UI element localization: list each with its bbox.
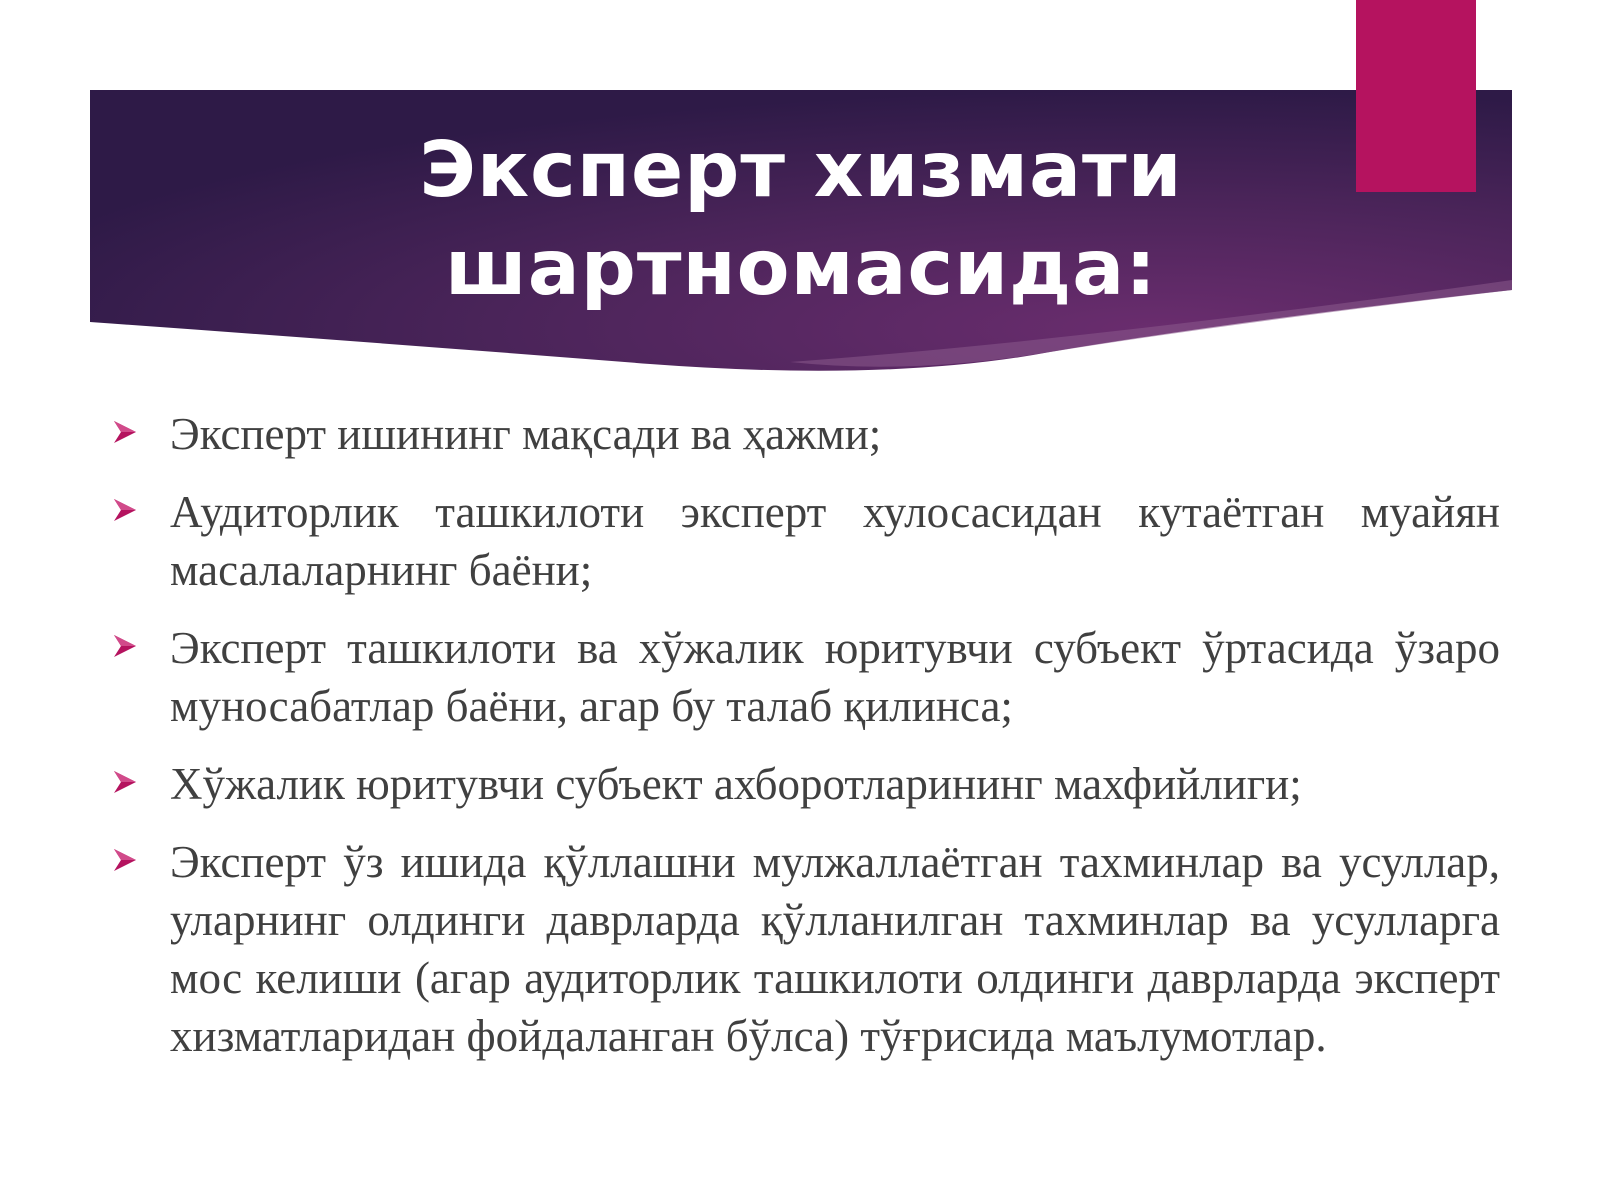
- list-item-text: Эксперт ташкилоти ва хўжалик юритувчи субъект ўртасида ўзаро муносабатлар баёни, агар бу талаб қилинса;: [170, 623, 1500, 731]
- list-item: [112, 619, 1500, 735]
- list-item: [112, 755, 1500, 813]
- slide-title: [90, 122, 1512, 318]
- list-item: [112, 833, 1500, 1065]
- list-item: [112, 483, 1500, 599]
- arrowhead-bullet-icon: [112, 633, 138, 659]
- bullet-list: [112, 405, 1500, 1085]
- arrowhead-bullet-icon: [112, 769, 138, 795]
- arrowhead-bullet-icon: [112, 497, 138, 523]
- list-item-text: Хўжалик юритувчи субъект ахборотларининг махфийлиги;: [170, 759, 1302, 809]
- list-item: [112, 405, 1500, 463]
- slide-title-line-1: Эксперт хизмати: [419, 126, 1183, 215]
- list-item-text: Аудиторлик ташкилоти эксперт хулосасидан кутаётган муайян масалаларнинг баёни;: [170, 487, 1500, 595]
- list-item-text: Эксперт ўз ишида қўллашни мулжаллаётган тахминлар ва усуллар, уларнинг олдинги даврларда қўлланилган тахминлар ва усулларга мос келиши (агар аудиторлик ташкилоти олдинги даврларда эксперт хизматларидан фойдаланган бўлса) тўғрисида маълумотлар.: [170, 837, 1500, 1061]
- arrowhead-bullet-icon: [112, 847, 138, 873]
- arrowhead-bullet-icon: [112, 419, 138, 445]
- slide-title-line-2: шартномасида:: [444, 224, 1157, 313]
- list-item-text: Эксперт ишининг мақсади ва ҳажми;: [170, 409, 882, 459]
